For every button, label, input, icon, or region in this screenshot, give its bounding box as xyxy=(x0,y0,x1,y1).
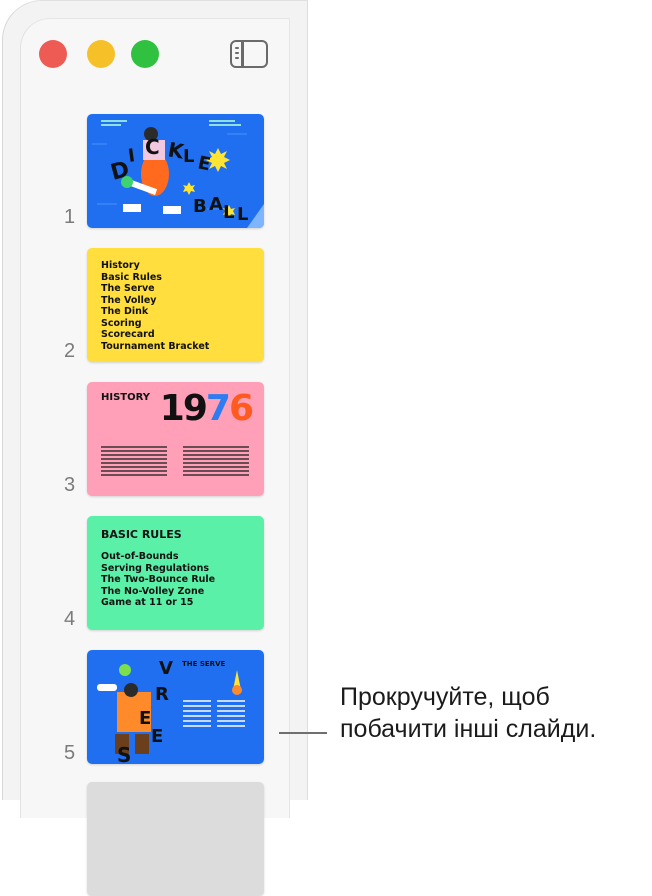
title-letter: L xyxy=(223,202,235,223)
list-item: Serving Regulations xyxy=(101,562,210,574)
slide-number-1: 1 xyxy=(64,206,76,228)
list-item: The Serve xyxy=(101,283,155,294)
serve-letter: E xyxy=(139,708,152,729)
slide-number-5: 5 xyxy=(64,742,76,764)
list-item: Scorecard xyxy=(101,329,155,340)
callout-line-2: побачити інші слайди. xyxy=(340,715,597,743)
serve-letter: E xyxy=(151,726,164,747)
slide-thumbnail-2[interactable] xyxy=(87,248,264,362)
slide-3-body-text-left xyxy=(101,446,167,480)
scroll-callout xyxy=(340,681,596,745)
window-maximize-button[interactable] xyxy=(131,40,159,68)
slide-5-artwork xyxy=(87,650,264,764)
callout-leader-line xyxy=(279,732,327,734)
list-item: The Dink xyxy=(101,306,149,317)
slide-thumbnail-4[interactable] xyxy=(87,516,264,630)
list-item: The No-Volley Zone xyxy=(101,585,205,597)
slide-2-contents-list xyxy=(101,260,209,352)
slide-thumbnail-3[interactable] xyxy=(87,382,264,496)
slide-3-heading: HISTORY xyxy=(101,392,151,403)
window-close-button[interactable] xyxy=(39,40,67,68)
list-item: The Two-Bounce Rule xyxy=(101,574,216,585)
slide-5-heading: THE SERVE xyxy=(182,660,226,668)
title-letter: E xyxy=(195,152,213,176)
serve-letter: S xyxy=(117,743,132,764)
title-letter: D xyxy=(108,156,133,186)
title-letter: L xyxy=(183,146,195,167)
slide-3-year: 1976 xyxy=(159,388,252,429)
slide-3-body-text-right xyxy=(183,446,249,480)
slide-number-3: 3 xyxy=(64,474,76,496)
slide-1-title-letters xyxy=(87,114,264,228)
title-letter: A xyxy=(209,194,223,215)
slide-thumbnail-6[interactable] xyxy=(87,782,264,896)
slide-thumbnail-5[interactable] xyxy=(87,650,264,764)
list-item: Basic Rules xyxy=(101,271,162,283)
title-letter: I xyxy=(126,145,137,167)
callout-line-1: Прокручуйте, щоб xyxy=(340,683,550,711)
list-item: Tournament Bracket xyxy=(101,340,210,352)
serve-letter: R xyxy=(155,684,169,705)
slide-thumbnail-1[interactable] xyxy=(87,114,264,228)
list-item: The Volley xyxy=(101,294,157,306)
window-minimize-button[interactable] xyxy=(87,40,115,68)
title-letter: K xyxy=(166,137,186,164)
title-letter: L xyxy=(237,204,249,225)
slide-4-heading: BASIC RULES xyxy=(101,528,182,541)
list-item: History xyxy=(101,260,140,271)
slide-4-rules-list xyxy=(101,551,215,609)
serve-letter: V xyxy=(159,658,173,679)
title-letter: C xyxy=(145,135,160,159)
title-letter: B xyxy=(193,196,207,217)
slide-number-2: 2 xyxy=(64,340,76,362)
slide-number-4: 4 xyxy=(64,608,76,630)
list-item: Out-of-Bounds xyxy=(101,551,179,562)
sidebar-toggle-icon[interactable] xyxy=(230,40,268,68)
list-item: Game at 11 or 15 xyxy=(101,597,194,608)
list-item: Scoring xyxy=(101,317,142,329)
